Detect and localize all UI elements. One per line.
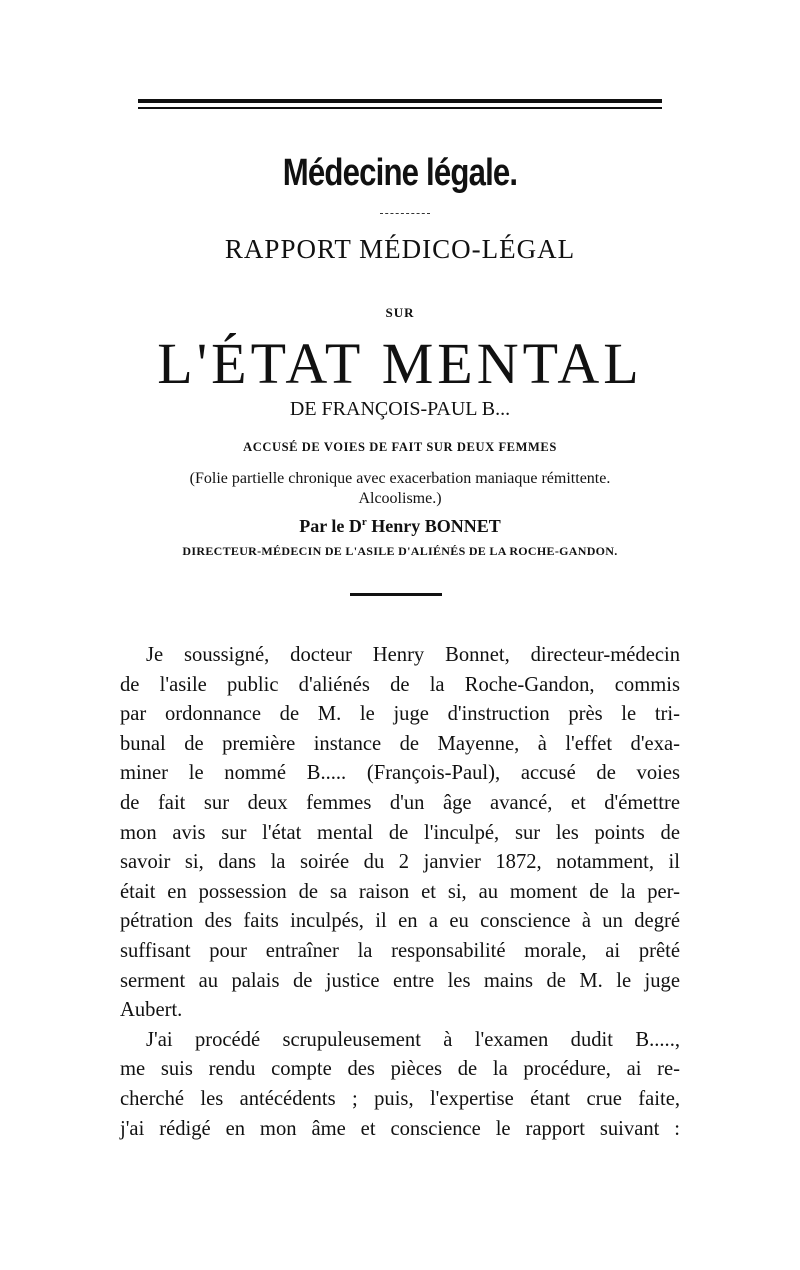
author-prefix: Par le D: [299, 516, 362, 536]
paragraph-line: cherché les antécédents ; puis, l'expertise étant crue faite,: [120, 1087, 680, 1110]
paragraph-line: mon avis sur l'état mental de l'inculpé, sur les points de: [120, 821, 680, 844]
main-title: L'ÉTAT MENTAL: [157, 331, 643, 396]
paragraph-line: j'ai rédigé en mon âme et conscience le rapport suivant :: [120, 1117, 680, 1140]
paragraph-line: me suis rendu compte des pièces de la procédure, ai re-: [120, 1058, 680, 1081]
diagnosis-line-1: (Folie partielle chronique avec exacerbation maniaque rémittente.: [189, 470, 611, 487]
paragraph-line: Je soussigné, docteur Henry Bonnet, directeur-médecin: [146, 644, 680, 666]
author-name: Henry BONNET: [371, 516, 501, 536]
paragraph-line: J'ai procédé scrupuleusement à l'examen dudit B.....,: [146, 1028, 680, 1051]
connector-word: SUR: [385, 305, 415, 320]
paragraph-line: était en possession de sa raison et si, au moment de la per-: [120, 880, 680, 903]
paragraph-line: de fait sur deux femmes d'un âge avancé, et d'émettre: [120, 791, 680, 814]
paragraph-line: serment au palais de justice entre les mains de M. le juge: [120, 969, 680, 992]
report-type: RAPPORT MÉDICO-LÉGAL: [224, 234, 576, 264]
paragraph-line: bunal de première instance de Mayenne, à l'effet d'exa-: [120, 732, 680, 755]
paragraph-line: de l'asile public d'aliénés de la Roche-Gandon, commis: [120, 673, 680, 696]
accusation-line: ACCUSÉ DE VOIES DE FAIT SUR DEUX FEMMES: [243, 440, 557, 454]
author-byline: [100, 516, 700, 537]
paragraph-line: savoir si, dans la soirée du 2 janvier 1872, notamment, il: [120, 851, 680, 874]
body-text: [120, 641, 680, 1144]
paragraph-line: Aubert.: [120, 999, 183, 1022]
paragraph-line: suffisant pour entraîner la responsabilité morale, ai prêté: [120, 939, 680, 962]
top-double-rule-thin: [138, 107, 662, 109]
top-double-rule-thick: [138, 99, 662, 103]
author-position: DIRECTEUR-MÉDECIN DE L'ASILE D'ALIÉNÉS DE LA ROCHE-GANDON.: [182, 544, 618, 558]
paragraph-line: pétration des faits inculpés, il en a eu conscience à un degré: [120, 910, 680, 933]
subject-name: DE FRANÇOIS-PAUL B...: [289, 398, 511, 420]
paragraph-line: par ordonnance de M. le juge d'instruction près le tri-: [120, 703, 680, 726]
author-title-sup: r: [361, 516, 367, 528]
section-divider: [350, 593, 442, 596]
diagnosis-line-2: Alcoolisme.): [358, 490, 442, 507]
title-separator: [380, 213, 430, 215]
section-title: Médecine légale.: [282, 152, 518, 194]
paragraph-line: miner le nommé B..... (François-Paul), accusé de voies: [120, 762, 680, 785]
